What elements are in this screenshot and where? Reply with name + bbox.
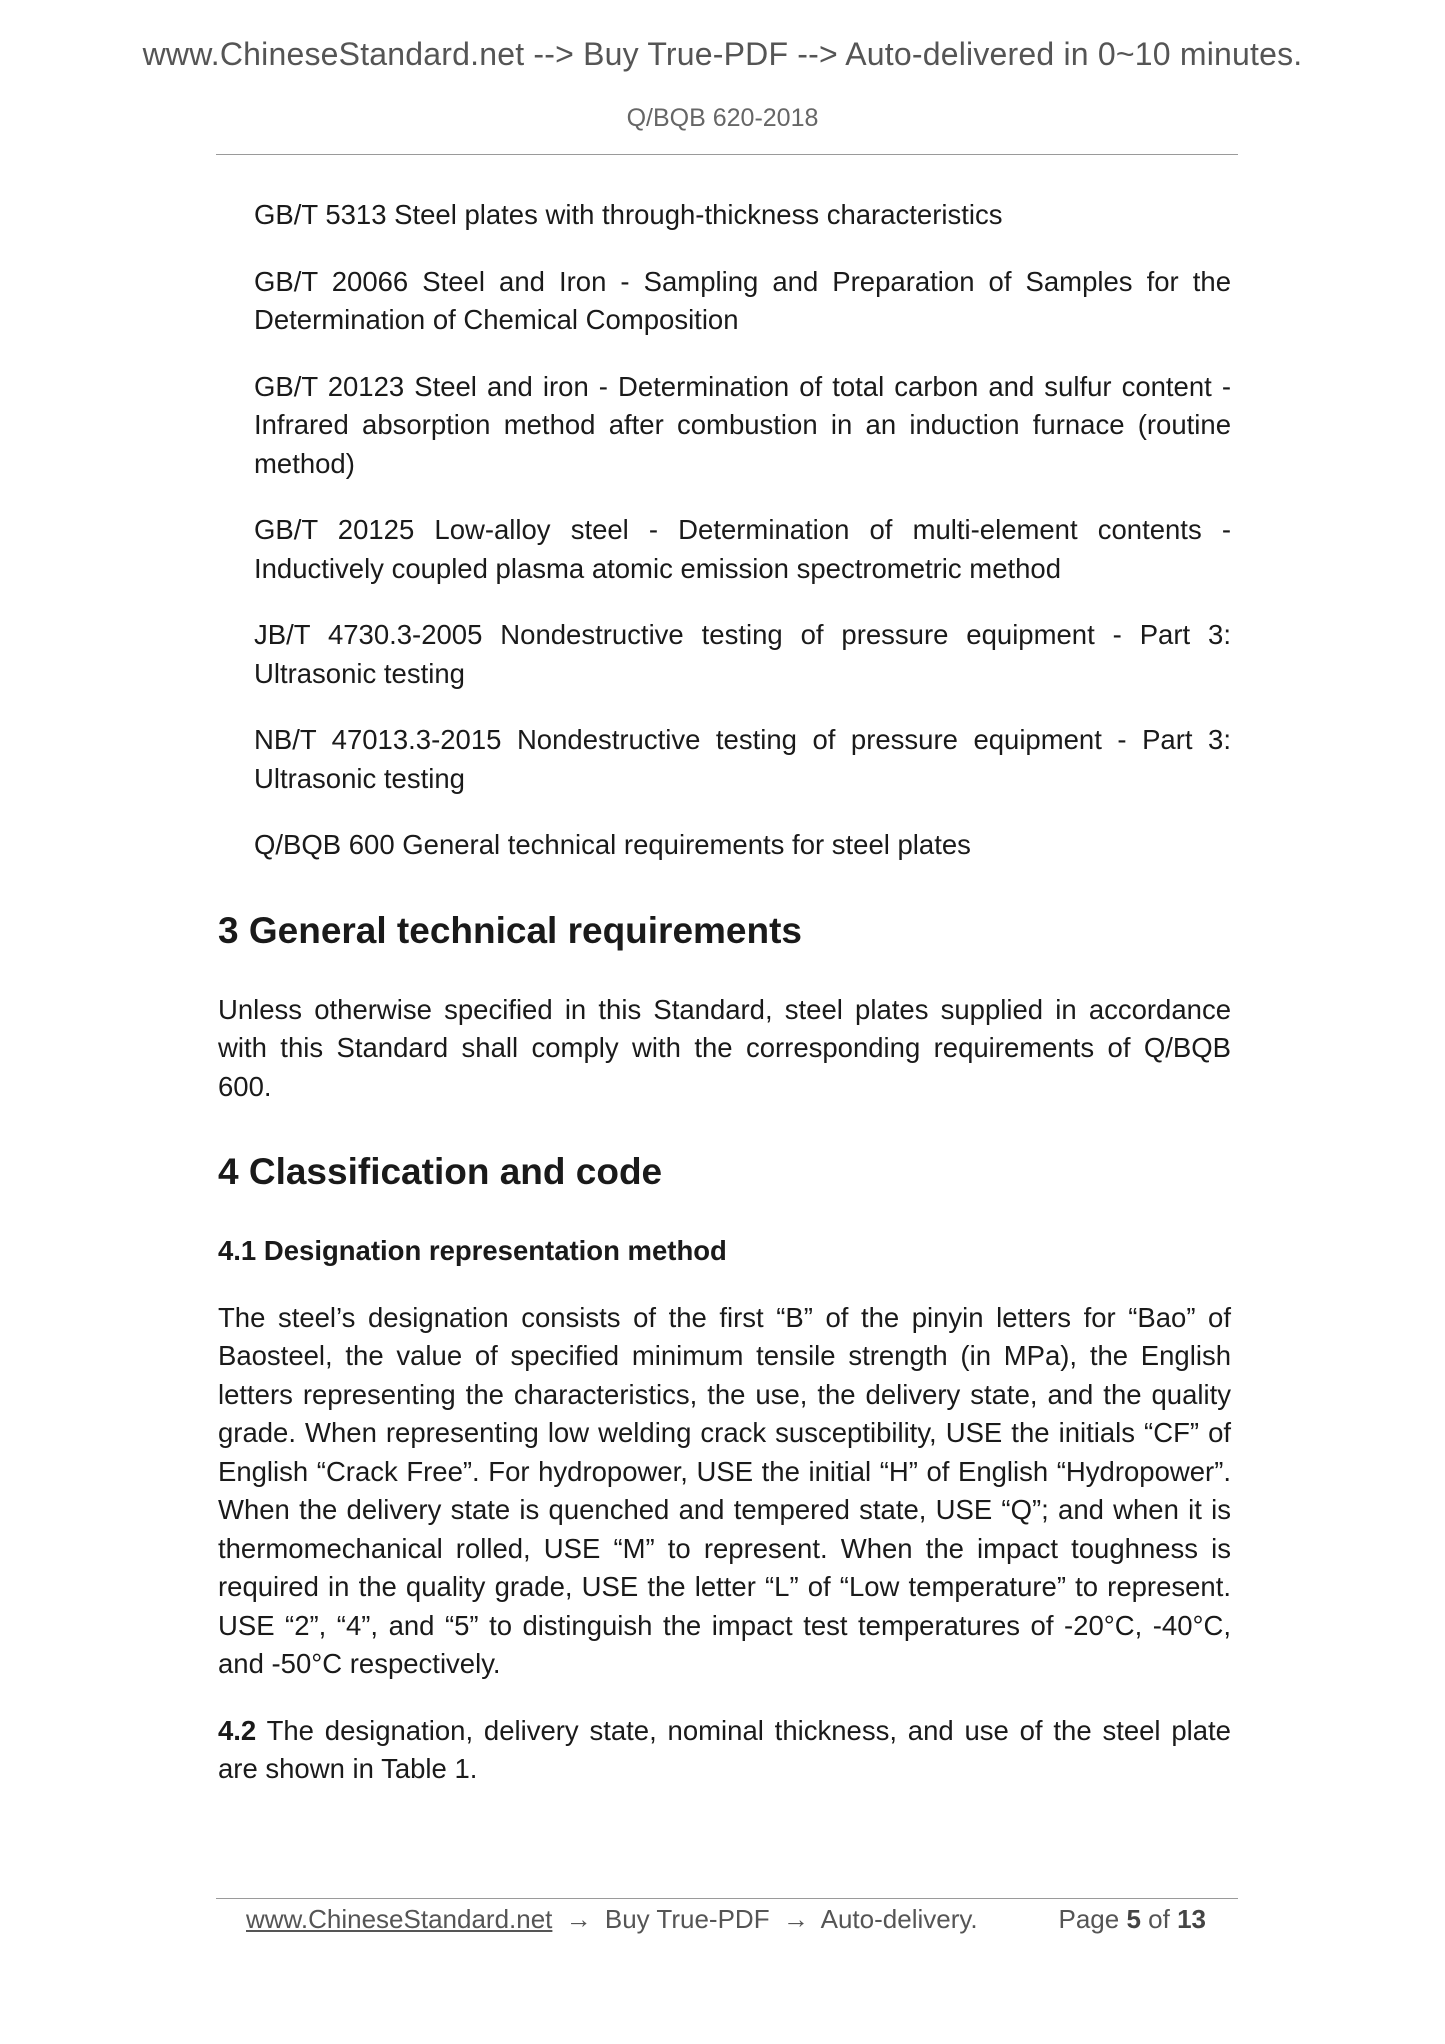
subsection-4-1-body: The steel’s designation consists of the first “B” of the pinyin letters for “Bao” of Baosteel, the value of specified minimum tensile strength (in MPa), the English letters representing the characteristics, the use, the delivery state, and the quality grade. When representing low welding crack susceptibility, USE the initials “CF” of English “Crack Free”. For hydropower, USE the initial “H” of English “Hydropower”. When the delivery state is quenched and tempered state, USE “Q”; and when it is thermomechanical rolled, USE “M” to represent. When the impact toughness is required in the quality grade, USE the letter “L” of “Low temperature” to represent. USE “2”, “4”, and “5” to distinguish the impact test temperatures of -20°C, -40°C, and -50°C respectively.: [218, 1301, 1231, 1679]
page-label: Page: [1058, 1904, 1120, 1934]
buy-text: Buy True-PDF: [604, 1904, 770, 1934]
of-label: of: [1148, 1904, 1170, 1934]
reference-item: GB/T 20066 Steel and Iron - Sampling and Preparation of Samples for the Determination of Chemical Composition: [254, 265, 1231, 335]
section-3-heading: 3 General technical requirements: [218, 909, 803, 951]
section-4-heading: 4 Classification and code: [218, 1151, 663, 1192]
reference-item: JB/T 4730.3-2005 Nondestructive testing of pressure equipment - Part 3: Ultrasonic testing: [254, 619, 1231, 689]
normative-references-list: [218, 196, 1231, 865]
reference-item: NB/T 47013.3-2015 Nondestructive testing of pressure equipment - Part 3: Ultrasonic testing: [254, 724, 1231, 794]
site-link[interactable]: www.ChineseStandard.net: [246, 1904, 553, 1934]
arrow-right-icon: →: [782, 1904, 809, 1934]
page-number: 5: [1126, 1904, 1141, 1934]
section-3-body: Unless otherwise specified in this Standard, steel plates supplied in accordance with this Standard shall comply with the corresponding requirements of Q/BQB 600.: [218, 993, 1231, 1102]
page-content: [218, 196, 1231, 1817]
top-banner: www.ChineseStandard.net --> Buy True-PDF --> Auto-delivered in 0~10 minutes.: [142, 36, 1303, 72]
page-indicator: [1058, 1904, 1206, 1935]
footer-divider: [216, 1898, 1238, 1899]
document-code: Q/BQB 620-2018: [626, 104, 819, 132]
header-divider: [216, 154, 1238, 155]
subsection-4-2: [218, 1712, 1231, 1789]
subsection-4-1-heading: 4.1 Designation representation method: [218, 1235, 727, 1266]
subsection-4-2-number: 4.2: [218, 1714, 257, 1746]
subsection-4-2-body: The designation, delivery state, nominal thickness, and use of the steel plate are shown in Table 1.: [218, 1714, 1231, 1784]
arrow-right-icon: →: [565, 1904, 592, 1934]
reference-item: GB/T 20123 Steel and iron - Determination of total carbon and sulfur content - Infrared absorption method after combustion in an induction furnace (routine method): [254, 370, 1231, 479]
reference-item: Q/BQB 600 General technical requirements for steel plates: [254, 829, 971, 860]
page-total: 13: [1177, 1904, 1206, 1934]
reference-item: GB/T 20125 Low-alloy steel - Determination of multi-element contents - Inductively coupled plasma atomic emission spectrometric method: [254, 514, 1231, 584]
delivery-text: Auto-delivery.: [820, 1904, 978, 1934]
page-footer: [246, 1904, 1206, 1935]
reference-item: GB/T 5313 Steel plates with through-thickness characteristics: [254, 199, 1003, 230]
